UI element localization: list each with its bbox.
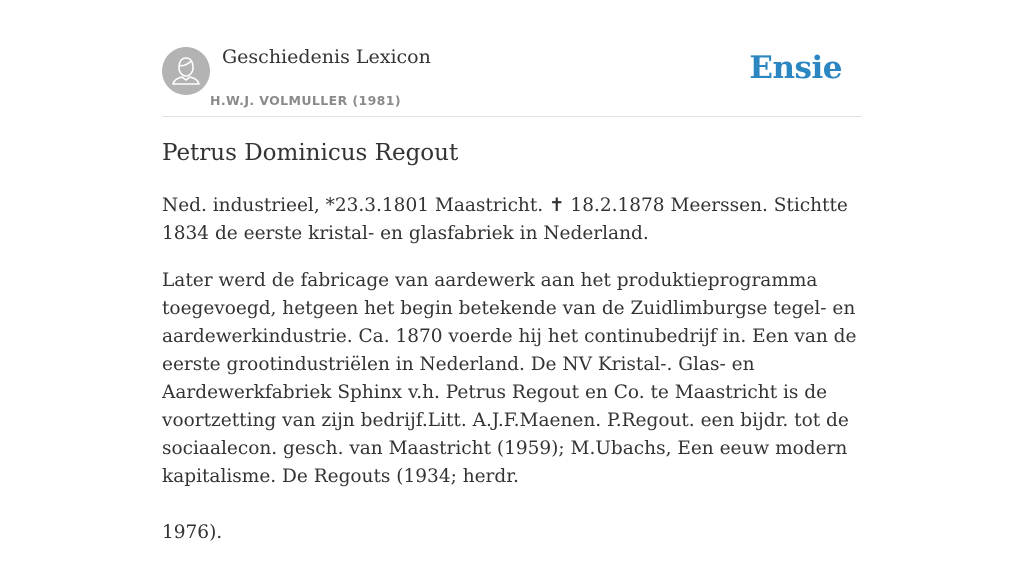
avatar[interactable]: [162, 47, 210, 95]
entry-body: [162, 192, 864, 566]
page-container: [162, 0, 862, 543]
body-paragraph: Ned. industrieel, *23.3.1801 Maastricht. ✝ 18.2.1878 Meerssen. Stichtte 1834 de eerste kristal- en glasfabriek in Nederland.: [162, 195, 848, 244]
user-silhouette-icon: [162, 47, 210, 95]
page-title: Petrus Dominicus Regout: [162, 140, 459, 166]
brand-logo[interactable]: Ensie: [749, 50, 842, 86]
source-title[interactable]: Geschiedenis Lexicon: [222, 46, 431, 68]
body-paragraph: 1976).: [162, 522, 223, 543]
author-credit[interactable]: H.W.J. VOLMULLER (1981): [210, 93, 401, 108]
entry-header: [162, 0, 862, 117]
body-paragraph: Later werd de fabricage van aardewerk aan het produktieprogramma toegevoegd, hetgeen het begin betekende van de Zuidlimburgse tegel- en aardewerkindustrie. Ca. 1870 voerde hij het continubedrijf in. Een van de eerste grootindustriëlen in Nederland. De NV Kristal-. Glas- en Aardewerkfabriek Sphinx v.h. Petrus Regout en Co. te Maastricht is de voortzetting van zijn bedrijf.Litt. A.J.F.Maenen. P.Regout. een bijdr. tot de sociaalecon. gesch. van Maastricht (1959); M.Ubachs, Een eeuw modern kapitalisme. De Regouts (1934; herdr.: [162, 270, 857, 487]
